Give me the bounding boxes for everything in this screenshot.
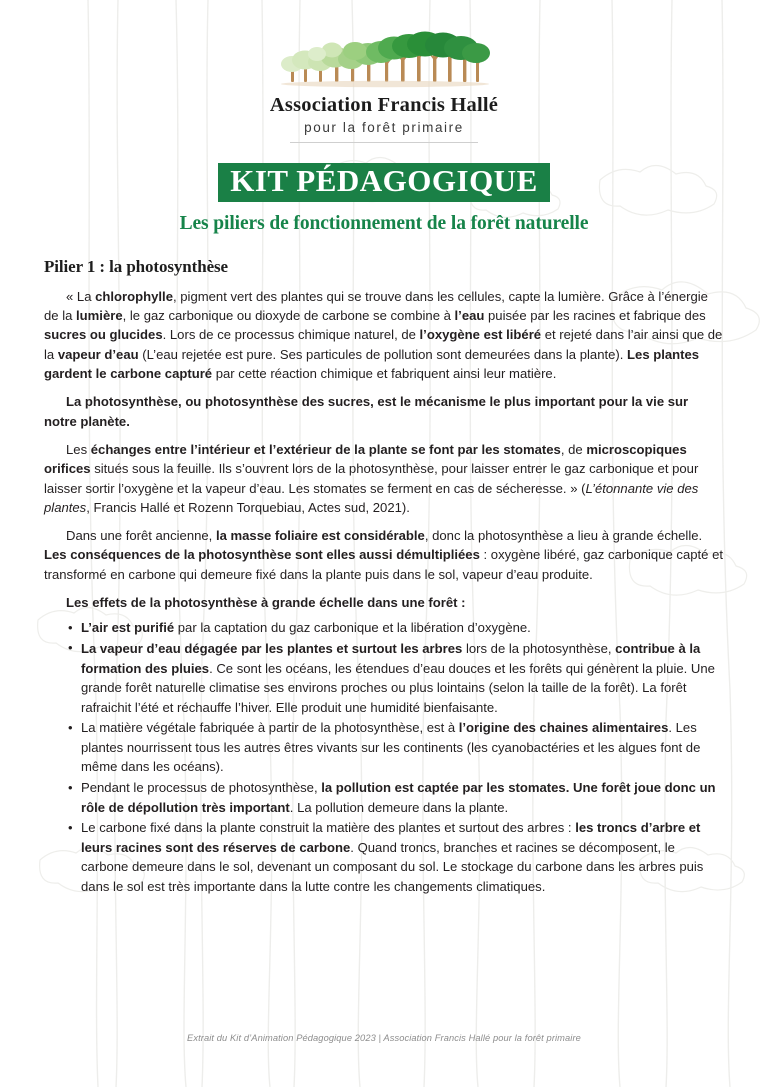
forest-trees-logo-icon: [273, 30, 495, 92]
logo-divider: [290, 142, 478, 143]
list-item: • L’air est purifié par la captation du gaz carbonique et la libération d’oxygène.: [68, 618, 724, 638]
logo-organization-name: Association Francis Hallé: [269, 94, 499, 116]
logo-block: [0, 0, 768, 143]
logo-tagline: pour la forêt primaire: [304, 120, 464, 135]
paragraph-1: « La chlorophylle, pigment vert des plantes qui se trouve dans les cellules, capte la lumière. Grâce à l’énergie de la lumière, le gaz carbonique ou dioxyde de carbone se combine à l’eau puisée par les racines et fabrique des sucres ou glucides. Lors de ce processus chimique naturel, de l’oxygène est libéré et rejeté dans l’air ainsi que de la vapeur d’eau (L’eau rejetée est pure. Ses particules de pollution sont demeurées dans la plante). Les plantes gardent le carbone capturé par cette réaction chimique et fabriquent ainsi leur matière.: [44, 288, 723, 382]
document-content: [44, 235, 724, 897]
section-heading: Pilier 1 : la photosynthèse: [44, 256, 228, 276]
list-item: • Le carbone fixé dans la plante construit la matière des plantes et surtout des arbres : les troncs d’arbre et leurs racines sont des réserves de carbone. Quand troncs, branches et racines se décomposent, le carbone demeure dans le sol, devenant un composant du sol. Le stockage du carbone dans les arbres puis dans le sol est très importante dans la lutte contre les changements climatiques.: [68, 818, 724, 896]
paragraph-2: La photosynthèse, ou photosynthèse des sucres, est le mécanisme le plus important pour la vie sur notre planète.: [44, 394, 689, 429]
paragraph-3: Les échanges entre l’intérieur et l’extérieur de la plante se font par les stomates, de microscopiques orifices situés sous la feuille. Ils s’ouvrent lors de la photosynthèse, pour laisser entrer le gaz carbonique et pour laisser sortir l’oxygène et la vapeur d’eau. Les stomates se ferment en cas de sécheresse. » (L’étonnante vie des plantes, Francis Hallé et Rozenn Torquebiau, Actes sud, 2021).: [44, 441, 699, 515]
page-subtitle: Les piliers de fonctionnement de la forêt naturelle: [179, 212, 589, 234]
bullet-list-lead-in: Les effets de la photosynthèse à grande échelle dans une forêt :: [66, 595, 466, 611]
effects-list: [44, 618, 724, 896]
list-item: • La matière végétale fabriquée à partir de la photosynthèse, est à l’origine des chaines alimentaires. Les plantes nourrissent tous les autres êtres vivants sur les continents (les cyanobactéries et les algues font de même dans les océans).: [68, 718, 724, 777]
page-footer: Extrait du Kit d’Animation Pédagogique 2023 | Association Francis Hallé pour la forêt primaire: [187, 1033, 581, 1043]
list-item: • La vapeur d’eau dégagée par les plantes et surtout les arbres lors de la photosynthèse, contribue à la formation des pluies. Ce sont les océans, les étendues d’eau douces et les forêts qui génèrent la pluie. Une grande forêt naturelle climatise ses environs proches ou plus lointains (selon la taille de la forêt). La forêt rafraichit l’été et réchauffe l’hiver. Elle produit une humidité bienfaisante.: [68, 639, 724, 717]
page-title-banner: KIT PÉDAGOGIQUE: [218, 163, 550, 202]
list-item: • Pendant le processus de photosynthèse, la pollution est captée par les stomates. Une forêt joue donc un rôle de dépollution très important. La pollution demeure dans la plante.: [68, 778, 724, 817]
kit-banner-wrapper: [0, 163, 768, 202]
paragraph-4: Dans une forêt ancienne, la masse foliaire est considérable, donc la photosynthèse a lieu à grande échelle. Les conséquences de la photosynthèse sont elles aussi démultipliées : oxygène libéré, gaz carbonique capté et transformé en carbone qui demeure fixé dans la plante puis dans le sol, vapeur d’eau produite.: [44, 528, 723, 582]
